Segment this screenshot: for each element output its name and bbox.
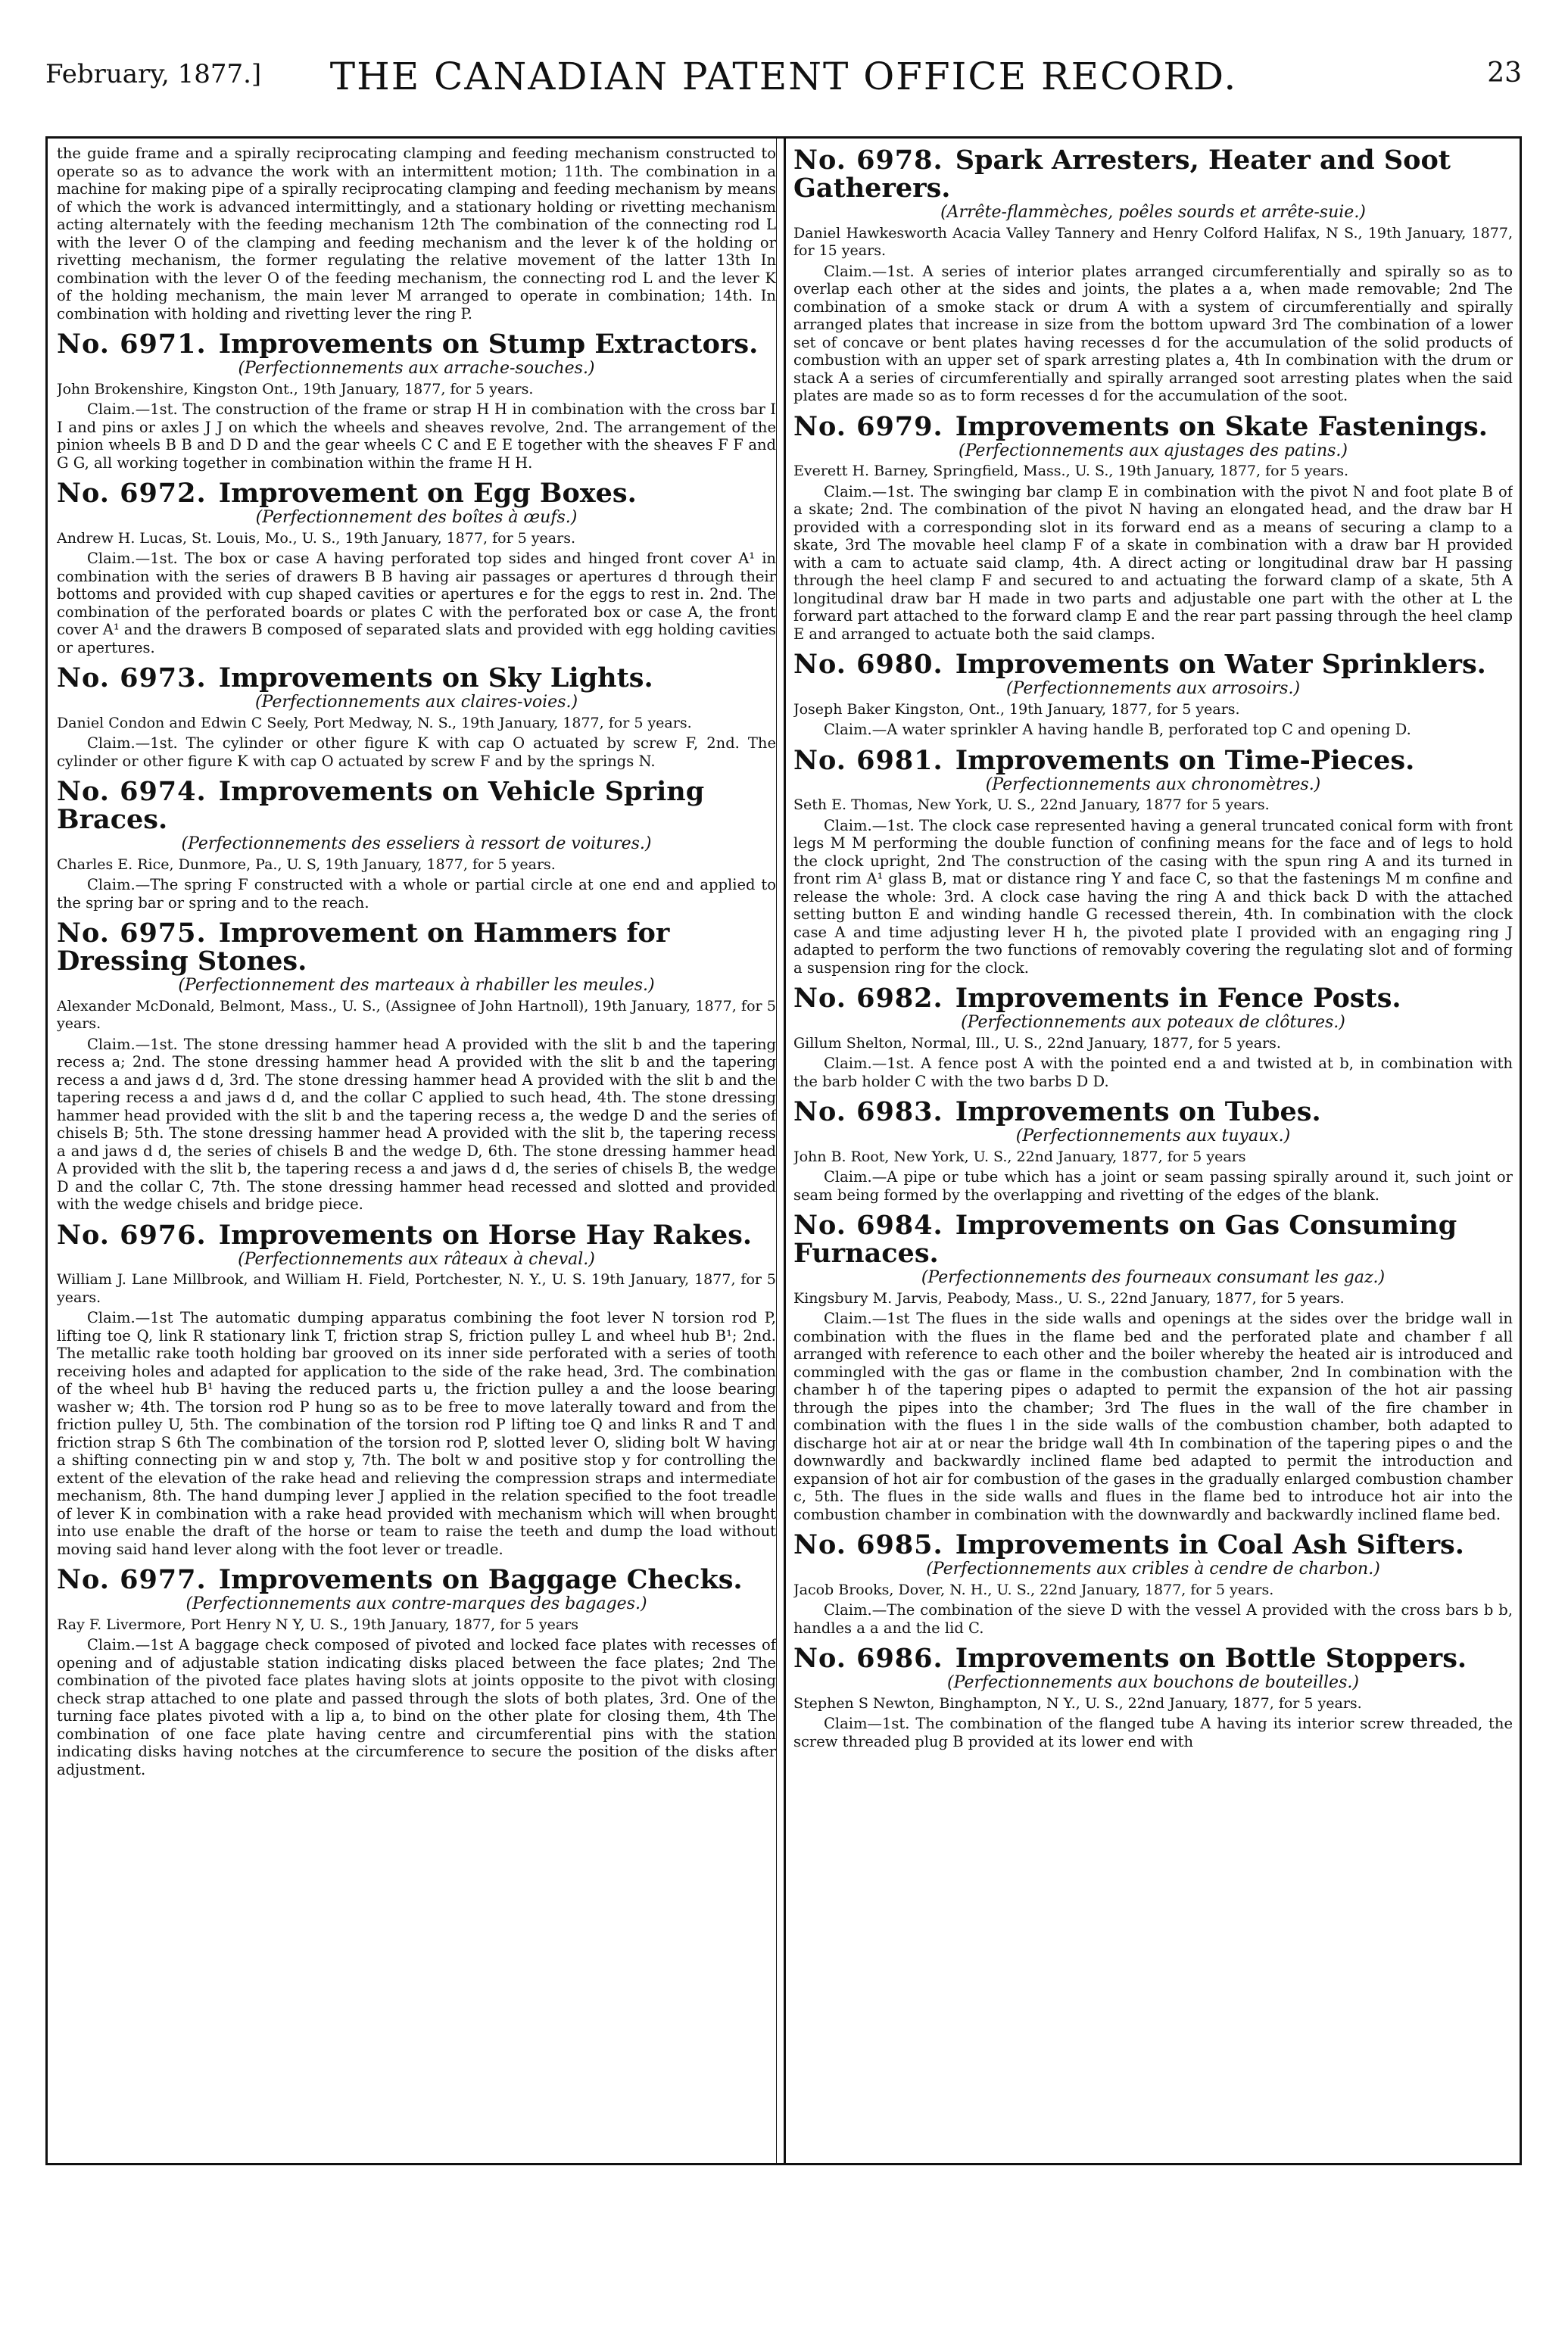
entry-title <box>793 746 1513 774</box>
patent-entry-6986 <box>793 1644 1513 1750</box>
entry-title <box>793 1531 1513 1559</box>
inventor-line: Daniel Condon and Edwin C Seely, Port Medway, N. S., 19th January, 1877, for 5 years. <box>57 714 692 731</box>
inventor-line: Joseph Baker Kingston, Ont., 19th January, 1877, for 5 years. <box>793 700 1240 718</box>
claim-text: Claim.—A water sprinkler A having handle B, perforated top C and opening D. <box>824 721 1411 738</box>
issue-date: February, 1877.] <box>45 59 262 89</box>
inventor-line: Alexander McDonald, Belmont, Mass., U. S., (Assignee of John Hartnoll), 19th January, 1877, for 5 years. <box>57 997 776 1032</box>
entry-number: No. 6981. <box>793 744 943 776</box>
entry-title <box>57 664 776 692</box>
patent-entry-6979 <box>793 410 1513 644</box>
entry-title-text: Improvements on Horse Hay Rakes. <box>218 1219 753 1251</box>
entry-title <box>57 778 776 834</box>
entry-number: No. 6979. <box>793 410 943 442</box>
entry-title-text: Improvement on Egg Boxes. <box>218 478 637 509</box>
french-title: (Perfectionnement des boîtes à œufs.) <box>255 508 578 527</box>
page-frame <box>45 136 1522 2165</box>
entry-title <box>57 479 776 507</box>
entry-title-text: Improvement on Hammers for Dressing Stones. <box>57 918 670 977</box>
patent-entry-6982 <box>793 984 1513 1090</box>
entry-title-text: Spark Arresters, Heater and Soot Gatherers. <box>793 145 1451 204</box>
patent-entry-6980 <box>793 650 1513 739</box>
inventor-line: John Brokenshire, Kingston Ont., 19th January, 1877, for 5 years. <box>57 380 534 397</box>
entry-title-text: Improvements in Fence Posts. <box>955 983 1401 1014</box>
entry-title <box>57 330 776 358</box>
patent-entry-6985 <box>793 1531 1513 1637</box>
page-header <box>45 55 1522 108</box>
entry-number: No. 6976. <box>57 1219 207 1251</box>
entry-title-text: Improvements on Skate Fastenings. <box>955 410 1488 442</box>
right-column <box>793 145 1513 2157</box>
page-number: 23 <box>1487 58 1522 89</box>
column-divider-thin <box>776 139 777 2163</box>
claim-text: Claim.—1st A baggage check composed of pivoted and locked face plates with recesses of opening and of adjustable station indicating disks placed between the face plates; 2nd The combination of the pivoted face plates having slots at joints opposite to the pivot with closing check strap attached to one plate and passed through the slots of both plates, 3rd. One of the turning face plates pivoted with a lip a, to bind on the other plate for closing them, 4th The combination of one face plate having centre and circumferential pins with the station indicating disks having notches at the circumference to secure the position of the disks after adjustment. <box>57 1636 776 1778</box>
entry-title <box>793 1098 1513 1126</box>
entry-title-text: Improvements on Baggage Checks. <box>218 1564 743 1595</box>
claim-text: Claim.—A pipe or tube which has a joint or seam passing spirally around it, such joint or seam being formed by the overlapping and rivetting of the edges of the blank. <box>793 1168 1513 1204</box>
entry-title-text: Improvements on Water Sprinklers. <box>955 649 1486 680</box>
french-title: (Perfectionnements aux ajustages des patins.) <box>959 441 1348 460</box>
entry-title <box>793 984 1513 1012</box>
inventor-line: Kingsbury M. Jarvis, Peabody, Mass., U. S., 22nd January, 1877, for 5 years. <box>793 1289 1345 1307</box>
claim-text: Claim.—1st The automatic dumping apparatus combining the foot lever N torsion rod P, lifting toe Q, link R stationary link T, friction strap S, friction pulley L and wheel hub B¹; 2nd. The metallic rake tooth holding bar grooved on its inner side perforated with a series of tooth receiving holes and adapted for application to the side of the rake head, 3rd. The combination of the wheel hub B¹ having the reduced parts u, the friction pulley a and the loose bearing washer w; 4th. The torsion rod P hung so as to be free to move laterally toward and from the friction pulley U, 5th. The combination of the torsion rod P lifting toe Q and links R and T and friction strap S 6th The combination of the torsion rod P, slotted lever O, sliding bolt W having a shifting connecting pin w and stop y, 7th. The bolt w and positive stop y for controlling the extent of the elevation of the rake head and relieving the compression straps and intermediate mechanism, 8th. The hand dumping lever J applied in the relation specified to the foot treadle of lever K in combination with a rake head provided with mechanism which will when brought into use enable the draft of the horse or team to raise the teeth and dump the load without moving said hand lever along with the foot lever or treadle. <box>57 1309 776 1558</box>
claim-text: Claim.—The spring F constructed with a whole or partial circle at one end and applied to the spring bar or spring and to the reach. <box>57 876 776 912</box>
claim-text: Claim.—1st. A series of interior plates arranged circumferentially and spirally so as to overlap each other at the sides and joints, the plates a a, when made removable; 2nd The combination of a smoke stack or drum A with a system of circumferentially and spirally arranged plates that increase in size from the bottom upward 3rd The combination of a lower set of concave or bent plates having recesses d for the accumulation of the solid products of combustion with an upper set of spark arresting plates a, 4th In combination with the drum or stack A a series of circumferentially and spirally arranged soot arresting plates when the said plates are made so as to form recesses d for the accumulation of the soot. <box>793 262 1513 404</box>
entry-number: No. 6984. <box>793 1210 943 1241</box>
entry-number: No. 6971. <box>57 329 207 360</box>
inventor-line: Stephen S Newton, Binghampton, N Y., U. S., 22nd January, 1877, for 5 years. <box>793 1694 1362 1712</box>
claim-text: Claim.—1st. The cylinder or other figure K with cap O actuated by screw F, 2nd. The cylinder or other figure K with cap O actuated by screw F and by the springs N. <box>57 734 776 770</box>
entry-number: No. 6975. <box>57 918 207 949</box>
entry-title-text: Improvements on Stump Extractors. <box>218 329 759 360</box>
left-column <box>57 145 776 2157</box>
french-title: (Perfectionnements aux contre-marques des bagages.) <box>185 1594 647 1613</box>
inventor-line: Everett H. Barney, Springfield, Mass., U. S., 19th January, 1877, for 5 years. <box>793 463 1348 479</box>
entry-title-text: Improvements on Bottle Stoppers. <box>955 1643 1467 1674</box>
entry-title <box>793 650 1513 678</box>
entry-title-text: Improvements on Gas Consuming Furnaces. <box>793 1210 1457 1269</box>
inventor-line: Andrew H. Lucas, St. Louis, Mo., U. S., 19th January, 1877, for 5 years. <box>57 529 576 547</box>
claim-text: Claim.—1st. A fence post A with the pointed end a and twisted at b, in combination with the barb holder C with the two barbs D D. <box>793 1055 1513 1090</box>
entry-number: No. 6980. <box>793 649 943 680</box>
entry-number: No. 6973. <box>57 662 207 693</box>
patent-entry-6976 <box>57 1221 776 1559</box>
claim-text: Claim.—1st. The swinging bar clamp E in combination with the pivot N and foot plate B of a skate; 2nd. The combination of the pivot N having an elongated head, and the draw bar H provided with a corresponding slot in its forward end as a means of securing a clamp to a skate, 3rd The movable heel clamp F of a skate in combination with a draw bar H provided with a cam to actuate said clamp, 4th. A direct acting or longitudinal draw bar H passing through the heel clamp F and secured to and actuating the forward clamp of a skate, 5th A longitudinal draw bar H made in two parts and adjustable one part with the other at L the forward part attached to the forward clamp E and the rear part passing through the heel clamp E and arranged to actuate both the said clamps. <box>793 482 1513 643</box>
patent-entry-6983 <box>793 1098 1513 1204</box>
french-title: (Perfectionnements des fourneaux consumant les gaz.) <box>921 1268 1386 1287</box>
claim-text: Claim.—1st. The clock case represented having a general truncated conical form with front legs M M performing the double function of confining means for the face and of legs to hold the clock upright, 2nd The construction of the casing with the spun ring A and its turned in front rim A¹ glass B, mat or distance ring Y and face C, so that the fastenings M m confine and release the whole: 3rd. A clock case having the ring A and thick back D with the attached setting button E and winding handle G recessed therein, 4th. In combination with the clock case A and time adjusting lever H h, the pivoted plate I provided with an engaging ring J adapted to perform the two functions of removably covering the regulating slot and of forming a suspension ring for the clock. <box>793 816 1513 977</box>
column-divider <box>784 139 786 2163</box>
french-title: (Perfectionnements aux râteaux à cheval.) <box>238 1249 595 1269</box>
entry-title-text: Improvements in Coal Ash Sifters. <box>955 1529 1464 1560</box>
inventor-line: Gillum Shelton, Normal, Ill., U. S., 22nd January, 1877, for 5 years. <box>793 1034 1281 1052</box>
patent-entry-6975 <box>57 919 776 1214</box>
entry-number: No. 6986. <box>793 1643 943 1674</box>
french-title: (Perfectionnements aux cribles à cendre de charbon.) <box>926 1560 1380 1579</box>
patent-entry-6977 <box>57 1566 776 1778</box>
french-title: (Perfectionnement des marteaux à rhabiller les meules.) <box>178 976 655 995</box>
inventor-line: Jacob Brooks, Dover, N. H., U. S., 22nd January, 1877, for 5 years. <box>793 1581 1274 1598</box>
entry-title-text: Improvements on Vehicle Spring Braces. <box>57 776 705 835</box>
french-title: (Perfectionnements aux chronomètres.) <box>985 774 1321 794</box>
entry-number: No. 6977. <box>57 1564 207 1595</box>
patent-entry-6981 <box>793 746 1513 977</box>
entry-title-text: Improvements on Sky Lights. <box>218 662 653 693</box>
claim-text: Claim.—1st. The box or case A having perforated top sides and hinged front cover A¹ in combination with the series of drawers B B having air passages or apertures d through their bottoms and provided with cup shaped cavities or apertures e for the eggs to rest in. 2nd. The combination of the perforated boards or plates C with the perforated box or case A, the front cover A¹ and the drawers B composed of separated slats and provided with egg holding cavities or apertures. <box>57 550 776 656</box>
entry-title <box>793 146 1513 202</box>
patent-entry-6978 <box>793 146 1513 405</box>
inventor-line: William J. Lane Millbrook, and William H. Field, Portchester, N. Y., U. S. 19th January, 1877, for 5 years. <box>57 1271 776 1306</box>
claim-text: Claim.—1st. The stone dressing hammer head A provided with the slit b and the tapering recess a; 2nd. The stone dressing hammer head A provided with the slit b and the tapering recess a and jaws d d, 3rd. The stone dressing hammer head A provided with the slit b and the tapering recess a and jaws d d, and the collar C applied to such head, 4th. The stone dressing hammer head provided with the slit b and the tapering recess a, the wedge D and the series of chisels B; 5th. The stone dressing hammer head A provided with the slit b, the tapering recess a and jaws d d, the series of chisels B and the wedge D, 6th. The stone dressing hammer head A provided with the slit b, the tapering recess a and jaws d d, the series of chisels B, the wedge D and the collar C, 7th. The stone dressing hammer head recessed and slotted and provided with the wedge chisels and bridge piece. <box>57 1035 776 1213</box>
claim-text: Claim—1st. The combination of the flanged tube A having its interior screw threaded, the screw threaded plug B provided at its lower end with <box>793 1715 1513 1750</box>
french-title: (Perfectionnements aux bouchons de bouteilles.) <box>947 1673 1359 1692</box>
entry-number: No. 6983. <box>793 1096 943 1127</box>
entry-title <box>793 1644 1513 1672</box>
entry-number: No. 6985. <box>793 1529 943 1560</box>
publication-title: THE CANADIAN PATENT OFFICE RECORD. <box>329 55 1238 98</box>
inventor-line: Daniel Hawkesworth Acacia Valley Tannery and Henry Colford Halifax, N S., 19th January, 1877, for 15 years. <box>793 224 1513 259</box>
inventor-line: Charles E. Rice, Dunmore, Pa., U. S, 19th January, 1877, for 5 years. <box>57 856 556 873</box>
entry-title <box>793 1211 1513 1267</box>
entry-title <box>57 919 776 975</box>
entry-number: No. 6972. <box>57 478 207 509</box>
claim-text: Claim.—1st. The construction of the frame or strap H H in combination with the cross bar I I and pins or axles J J on which the wheels and sheaves revolve, 2nd. The arrangement of the pinion wheels B B and D D and the gear wheels C C and E E together with the sheaves F F and G G, all working together in combination within the frame H H. <box>57 400 776 472</box>
entry-title <box>57 1566 776 1594</box>
french-title: (Perfectionnements aux claires-voies.) <box>254 693 578 712</box>
entry-title-text: Improvements on Time-Pieces. <box>955 744 1415 776</box>
inventor-line: John B. Root, New York, U. S., 22nd January, 1877, for 5 years <box>793 1148 1246 1165</box>
continued-claims: the guide frame and a spirally reciprocating clamping and feeding mechanism constructed to operate so as to advance the work with an intermittent motion; 11th. The combination in a machine for making pipe of a spirally reciprocating clamping and feeding mechanism by means of which the work is advanced intermittingly, and a stationary holding or rivetting mechanism acting alternately with the feeding mechanism 12th The combination of the connecting rod L with the lever O of the clamping and feeding mechanism and the lever k of the holding or rivetting mechanism, the former regulating the relative movement of the latter 13th In combination with the lever O of the feeding mechanism, the connecting rod L and the lever K of the holding mechanism, the main lever M arranged to operate in combination; 14th. In combination with holding and rivetting lever the ring P. <box>57 145 776 323</box>
claim-text: Claim.—1st The flues in the side walls and openings at the sides over the bridge wall in combination with the flues in the flame bed and the perforated plate and chamber f all arranged with reference to each other and the boiler whereby the heated air is introduced and commingled with the gas or flame in the combustion chamber, 2nd In combination with the chamber h of the tapering pipes o adapted to permit the expansion of the hot air passing through the pipes into the chamber; 3rd The flues in the wall of the fire chamber in combination with the flues l in the side walls of the combustion chamber, both adapted to discharge hot air at or near the bridge wall 4th In combination of the tapering pipes o and the downwardly and backwardly inclined flame bed adapted to permit the introduction and expansion of hot air for combustion of the gases in the gradually enlarged combustion chamber c, 5th. The flues in the side walls and flues in the flame bed to introduce hot air into the combustion chamber in combination with the downwardly and backwardly inclined flame bed. <box>793 1310 1513 1523</box>
french-title: (Perfectionnements aux arrosoirs.) <box>1005 679 1301 698</box>
inventor-line: Ray F. Livermore, Port Henry N Y, U. S., 19th January, 1877, for 5 years <box>57 1616 579 1633</box>
entry-number: No. 6978. <box>793 145 943 176</box>
patent-entry-6973 <box>57 664 776 770</box>
patent-entry-6972 <box>57 479 776 656</box>
french-title: (Perfectionnements aux arrache-souches.) <box>238 359 595 378</box>
patent-entry-6971 <box>57 330 776 472</box>
patent-entry-6984 <box>793 1211 1513 1523</box>
french-title: (Perfectionnements aux tuyaux.) <box>1015 1127 1291 1145</box>
entry-number: No. 6982. <box>793 983 943 1014</box>
claim-text: Claim.—The combination of the sieve D with the vessel A provided with the cross bars b b, handles a a and the lid C. <box>793 1601 1513 1637</box>
french-title: (Perfectionnements aux poteaux de clôtures.) <box>961 1013 1345 1032</box>
french-title: (Perfectionnements des esseliers à ressort de voitures.) <box>181 834 652 853</box>
entry-title <box>793 410 1513 442</box>
patent-entry-6974 <box>57 778 776 912</box>
entry-title <box>57 1221 776 1249</box>
entry-number: No. 6974. <box>57 776 207 807</box>
inventor-line: Seth E. Thomas, New York, U. S., 22nd January, 1877 for 5 years. <box>793 796 1270 813</box>
french-title: (Arrête-flammèches, poêles sourds et arrête-suie.) <box>940 203 1366 222</box>
entry-title-text: Improvements on Tubes. <box>955 1096 1321 1127</box>
